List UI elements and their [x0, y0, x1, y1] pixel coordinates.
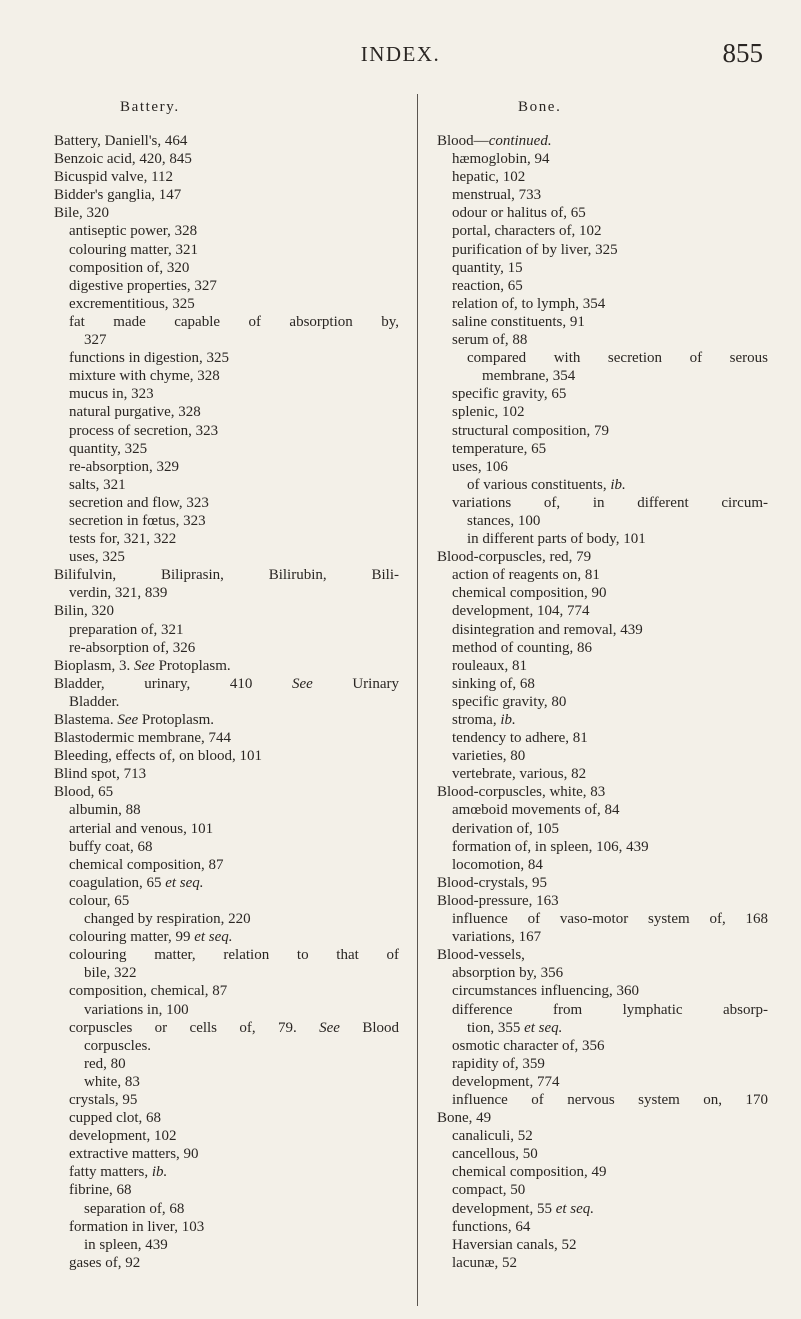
index-entry: compared with secretion of serous [467, 350, 768, 367]
index-entry: portal, characters of, 102 [452, 223, 602, 240]
index-entry: crystals, 95 [69, 1091, 138, 1108]
index-entry: arterial and venous, 101 [69, 820, 214, 837]
index-entry: colouring matter, 321 [69, 241, 198, 258]
index-entry: Bioplasm, 3. See Protoplasm. [54, 657, 231, 674]
index-entry: 327 [84, 332, 107, 349]
index-entry: cupped clot, 68 [69, 1110, 162, 1127]
index-entry: canaliculi, 52 [452, 1128, 533, 1145]
index-entry: chemical composition, 49 [452, 1164, 607, 1181]
index-entry: Battery, Daniell's, 464 [54, 133, 188, 149]
index-entry: salts, 321 [69, 476, 126, 493]
index-entry: corpuscles or cells of, 79. See Blood [69, 1019, 399, 1036]
index-entry: Blood-crystals, 95 [437, 874, 547, 891]
index-entry: saline constituents, 91 [452, 313, 585, 330]
index-entry: Blood-pressure, 163 [437, 892, 559, 909]
index-entry: natural purgative, 328 [69, 404, 201, 421]
index-entry: re-absorption, 329 [69, 458, 179, 475]
index-entry: development, 102 [69, 1128, 177, 1145]
index-entry: functions in digestion, 325 [69, 350, 229, 367]
index-entry: process of secretion, 323 [69, 422, 219, 439]
index-entry: structural composition, 79 [452, 422, 610, 439]
index-entry: composition of, 320 [69, 259, 190, 276]
index-entry: compact, 50 [452, 1182, 526, 1199]
index-entry: Blood—continued. [437, 133, 552, 149]
index-entry: colouring matter, 99 et seq. [69, 929, 233, 946]
index-entry: reaction, 65 [452, 277, 523, 294]
index-entry: chemical composition, 87 [69, 856, 224, 873]
index-entry: Blood-vessels, [437, 947, 525, 964]
index-entry: colouring matter, relation to that of [69, 947, 399, 964]
index-entry: fat made capable of absorption by, [69, 313, 399, 330]
index-entry: Benzoic acid, 420, 845 [54, 151, 192, 168]
index-entry: development, 774 [452, 1073, 560, 1090]
index-entry: difference from lymphatic absorp- [452, 1001, 768, 1018]
index-entry: mucus in, 323 [69, 386, 154, 403]
index-entry: membrane, 354 [482, 368, 576, 385]
index-entry: functions, 64 [452, 1218, 531, 1235]
index-entry: temperature, 65 [452, 440, 547, 457]
index-entry: varieties, 80 [452, 748, 526, 765]
index-entry: digestive properties, 327 [69, 277, 217, 294]
index-entry: hæmoglobin, 94 [452, 151, 550, 168]
index-entry: variations of, in different circum- [452, 494, 768, 511]
index-entry: tendency to adhere, 81 [452, 730, 588, 747]
index-entry: hepatic, 102 [452, 169, 526, 186]
index-entry: tests for, 321, 322 [69, 531, 177, 548]
index-entry: chemical composition, 90 [452, 585, 607, 602]
index-entry: secretion and flow, 323 [69, 494, 209, 511]
index-entry: extractive matters, 90 [69, 1146, 199, 1163]
index-entry: rouleaux, 81 [452, 657, 527, 674]
index-entry: development, 104, 774 [452, 603, 590, 620]
index-entry: corpuscles. [84, 1037, 152, 1054]
index-entry: method of counting, 86 [452, 639, 592, 656]
index-entry: in spleen, 439 [84, 1236, 168, 1253]
index-entry: action of reagents on, 81 [452, 567, 600, 584]
index-entry: fatty matters, ib. [69, 1164, 168, 1181]
index-entry: colour, 65 [69, 892, 130, 909]
left-column-heading: Battery. [120, 99, 180, 115]
index-entry: white, 83 [84, 1073, 140, 1090]
index-entry: of various constituents, ib. [467, 476, 626, 493]
page-number: 855 [722, 38, 763, 68]
index-entry: formation in liver, 103 [69, 1218, 205, 1235]
index-entry: preparation of, 321 [69, 621, 184, 638]
right-index-column [437, 132, 768, 1272]
index-entry: buffy coat, 68 [69, 838, 153, 855]
index-entry: composition, chemical, 87 [69, 983, 228, 1000]
index-entry: rapidity of, 359 [452, 1055, 545, 1072]
index-entry: disintegration and removal, 439 [452, 621, 643, 638]
index-entry: albumin, 88 [69, 802, 141, 819]
index-entry: quantity, 15 [452, 259, 523, 276]
index-entry: quantity, 325 [69, 440, 148, 457]
index-entry: Bone, 49 [437, 1110, 492, 1127]
index-entry: Blind spot, 713 [54, 766, 147, 783]
index-entry: antiseptic power, 328 [69, 223, 198, 240]
index-entry: absorption by, 356 [452, 965, 564, 982]
index-entry: Bidder's ganglia, 147 [54, 187, 182, 204]
page-header [0, 38, 801, 82]
index-entry: amœboid movements of, 84 [452, 802, 620, 819]
running-title: INDEX. [360, 42, 441, 66]
index-entry: Bicuspid valve, 112 [54, 169, 174, 186]
index-entry: influence of vaso-motor system of, 168 [452, 911, 768, 928]
index-entry: changed by respiration, 220 [84, 911, 251, 928]
index-entry: Bladder. [69, 693, 120, 710]
index-entry: sinking of, 68 [452, 675, 535, 692]
index-entry: cancellous, 50 [452, 1146, 538, 1163]
index-entry: red, 80 [84, 1055, 126, 1072]
index-entry: formation of, in spleen, 106, 439 [452, 838, 649, 855]
index-entry: variations in, 100 [84, 1001, 189, 1018]
index-entry: locomotion, 84 [452, 856, 543, 873]
index-entry: serum of, 88 [452, 332, 528, 349]
index-entry: coagulation, 65 et seq. [69, 874, 204, 891]
index-entry: derivation of, 105 [452, 820, 560, 837]
index-entry: splenic, 102 [452, 404, 525, 421]
index-entry: secretion in fœtus, 323 [69, 512, 206, 529]
index-entry: menstrual, 733 [452, 187, 542, 204]
index-entry: Blastodermic membrane, 744 [54, 730, 232, 747]
index-entry: uses, 325 [69, 549, 125, 566]
index-entry: gases of, 92 [69, 1254, 141, 1271]
index-entry: Bleeding, effects of, on blood, 101 [54, 748, 263, 765]
index-entry: vertebrate, various, 82 [452, 766, 587, 783]
index-entry: Bile, 320 [54, 205, 109, 222]
index-entry: Bilifulvin, Biliprasin, Bilirubin, Bili- [54, 567, 399, 584]
index-entry: in different parts of body, 101 [467, 531, 646, 548]
index-entry: purification of by liver, 325 [452, 241, 618, 258]
index-entry: Blood, 65 [54, 784, 114, 801]
index-entry: Bilin, 320 [54, 603, 115, 620]
left-index-column [54, 132, 399, 1272]
index-entry: osmotic character of, 356 [452, 1037, 605, 1054]
index-entry: specific gravity, 65 [452, 386, 567, 403]
index-entry: specific gravity, 80 [452, 693, 567, 710]
index-entry: excrementitious, 325 [69, 295, 195, 312]
index-entry: Blood-corpuscles, white, 83 [437, 784, 606, 801]
index-entry: Bladder, urinary, 410 See Urinary [54, 675, 399, 692]
index-entry: fibrine, 68 [69, 1182, 132, 1199]
column-divider [417, 94, 418, 1306]
index-entry: verdin, 321, 839 [69, 585, 168, 602]
index-entry: circumstances influencing, 360 [452, 983, 640, 1000]
index-entry: Blood-corpuscles, red, 79 [437, 549, 592, 566]
index-entry: tion, 355 et seq. [467, 1019, 563, 1036]
index-entry: odour or halitus of, 65 [452, 205, 586, 222]
index-entry: influence of nervous system on, 170 [452, 1091, 768, 1108]
index-entry: Haversian canals, 52 [452, 1236, 577, 1253]
index-entry: bile, 322 [84, 965, 137, 982]
index-entry: stroma, ib. [452, 712, 516, 728]
index-entry: mixture with chyme, 328 [69, 368, 220, 385]
index-entry: development, 55 et seq. [452, 1200, 595, 1217]
index-entry: relation of, to lymph, 354 [452, 295, 606, 312]
index-entry: variations, 167 [452, 929, 542, 946]
index-entry: re-absorption of, 326 [69, 639, 196, 656]
right-column-heading: Bone. [518, 99, 562, 115]
index-entry: lacunæ, 52 [452, 1254, 517, 1271]
index-entry: uses, 106 [452, 458, 508, 475]
index-entry: stances, 100 [467, 512, 541, 529]
index-entry: separation of, 68 [84, 1200, 185, 1217]
index-entry: Blastema. See Protoplasm. [54, 712, 214, 728]
